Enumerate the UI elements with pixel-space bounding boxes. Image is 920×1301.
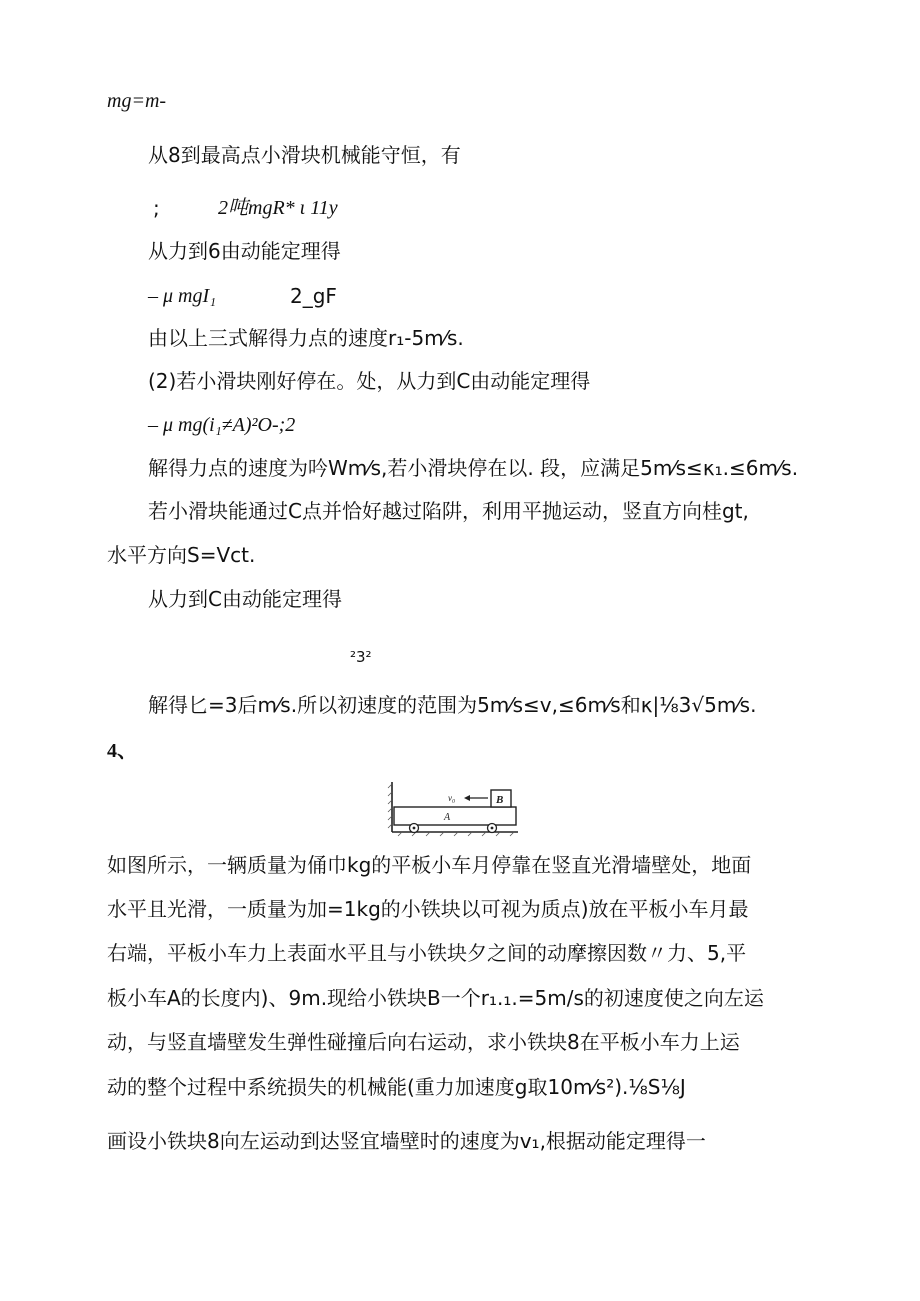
cart-label: A (444, 812, 451, 823)
problem-number: 4、 (107, 740, 137, 762)
text-line: 如图所示，一辆质量为俑巾kg的平板小车月停靠在竖直光滑墙壁处，地面 (107, 853, 752, 877)
text-line: 板小车A的长度内)、9m.现给小铁块B一个r₁.₁.=5m/s的初速度使之向左运 (107, 986, 764, 1010)
equation-fragment: ; (153, 196, 160, 220)
cart-a (394, 807, 516, 825)
text-line: 右端，平板小车力上表面水平且与小铁块夕之间的动摩擦因数〃力、5,平 (107, 941, 747, 965)
block-label: B (496, 794, 504, 806)
text-line: 从力到6由动能定理得 (148, 239, 341, 263)
cart-block-figure (386, 780, 522, 840)
equation-fragment: 2吨mgR* ι 11y (218, 197, 338, 219)
text-line: 动的整个过程中系统损失的机械能(重力加速度g取10m⁄s²).⅛S⅛J (107, 1075, 686, 1099)
equation-fragment: – μ mgI₁ (148, 285, 217, 307)
velocity-arrow-head (464, 795, 470, 801)
text-line: (2)若小滑块刚好停在。处，从力到C由动能定理得 (148, 369, 591, 393)
text-line: 从8到最高点小滑块机械能守恒，有 (148, 143, 461, 167)
equation-fragment: ²3² (350, 648, 372, 666)
text-line: 水平且光滑，一质量为加=1kg的小铁块以可视为质点)放在平板小车月最 (107, 897, 749, 921)
equation-line: – μ mg(i₁≠A)²O-;2 (148, 414, 296, 436)
text-line: 动，与竖直墙壁发生弹性碰撞后向右运动，求小铁块8在平板小车力上运 (107, 1030, 740, 1054)
text-line: 由以上三式解得力点的速度r₁-5m⁄s. (148, 326, 464, 350)
text-line: 画设小铁块8向左运动到达竖宜墙壁时的速度为v₁,根据动能定理得一 (107, 1129, 706, 1153)
equation-line: mg=m- (107, 90, 167, 112)
text-line: 水平方向S=Vct. (107, 543, 256, 567)
equation-fragment: 2_gF (290, 284, 337, 308)
text-line: 从力到C由动能定理得 (148, 587, 342, 611)
velocity-label: v₀ (448, 793, 456, 803)
text-line: 若小滑块能通过C点并恰好越过陷阱，利用平抛运动，竖直方向桂gt, (148, 499, 749, 523)
text-line: 解得匕=3后m⁄s.所以初速度的范围为5m⁄s≤v,≤6m⁄s和κ|⅛3√5m⁄s. (148, 693, 757, 717)
text-line: 解得力点的速度为吟Wm⁄s,若小滑块停在以. 段，应满足5m⁄s≤κ₁.≤6m⁄s. (148, 456, 799, 480)
